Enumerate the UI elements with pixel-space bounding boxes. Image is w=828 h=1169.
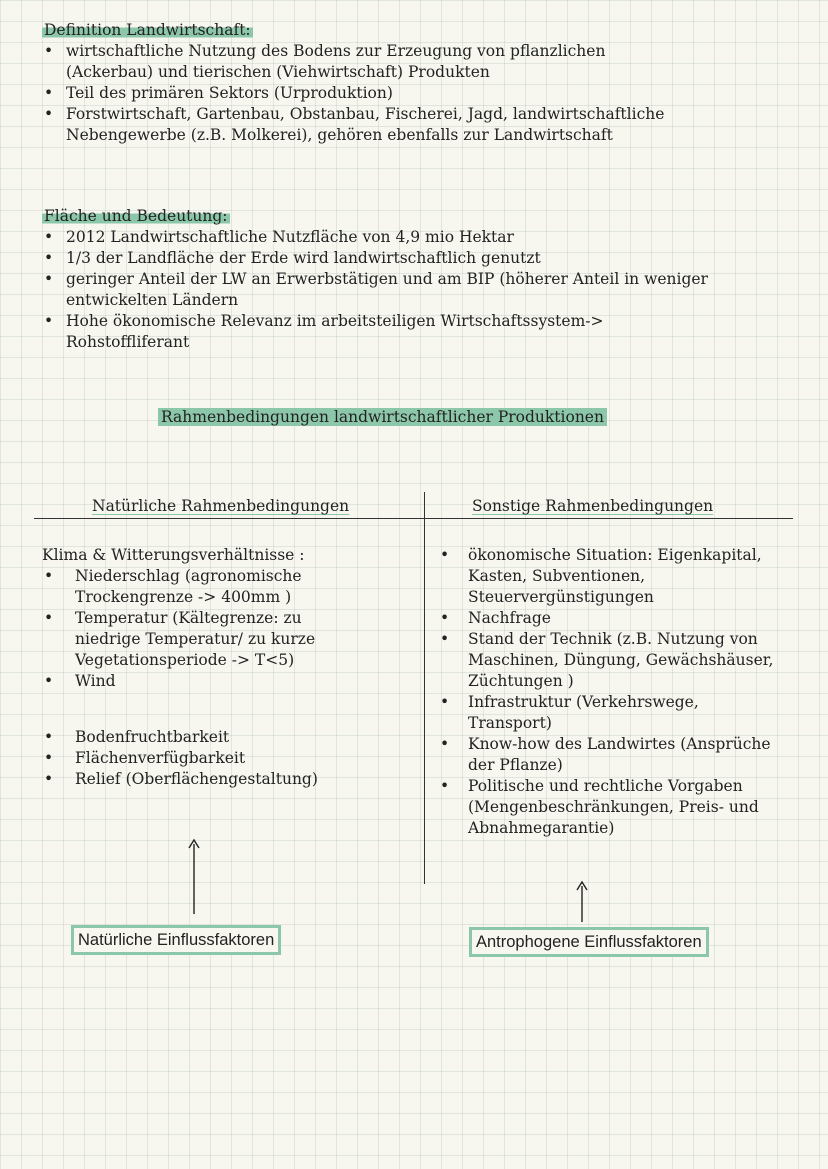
area-heading: Fläche und Bedeutung:	[44, 207, 228, 225]
climate-list	[40, 566, 340, 692]
definition-list	[40, 41, 690, 146]
list-item: • Nachfrage	[436, 608, 776, 629]
up-arrow-icon	[186, 838, 202, 916]
list-item: • ökonomische Situation: Eigenkapital, Kasten, Subventionen, Steuervergünstigungen	[436, 545, 776, 608]
list-item: • Forstwirtschaft, Gartenbau, Obstanbau, Fischerei, Jagd, landwirtschaftliche Nebengewerbe (z.B. Molkerei), gehören ebenfalls zur Landwirtschaft	[40, 104, 690, 146]
table-vertical-divider	[424, 492, 425, 884]
list-item: • Teil des primären Sektors (Urproduktion)	[40, 83, 690, 104]
list-item: • Politische und rechtliche Vorgaben (Mengenbeschränkungen, Preis- und Abnahmegarantie)	[436, 776, 776, 839]
left-column-heading: Natürliche Rahmenbedingungen	[92, 497, 350, 515]
list-item: • Wind	[40, 671, 340, 692]
list-item: • Know-how des Landwirtes (Ansprüche der Pflanze)	[436, 734, 776, 776]
right-column-heading: Sonstige Rahmenbedingungen	[472, 497, 714, 515]
list-item: • Niederschlag (agronomische Trockengrenze -> 400mm )	[40, 566, 340, 608]
list-item: • Hohe ökonomische Relevanz im arbeitsteiligen Wirtschaftssystem-> Rohstoffliferant	[40, 311, 666, 353]
list-item: • Stand der Technik (z.B. Nutzung von Maschinen, Düngung, Gewächshäuser, Züchtungen )	[436, 629, 776, 692]
list-item: • 1/3 der Landfläche der Erde wird landwirtschaftlich genutzt	[40, 248, 785, 269]
up-arrow-icon	[574, 880, 590, 924]
framework-title: Rahmenbedingungen landwirtschaftlicher Produktionen	[158, 407, 607, 428]
list-item: • Flächenverfügbarkeit	[40, 748, 380, 769]
definition-heading: Definition Landwirtschaft:	[44, 21, 251, 39]
climate-intro: Klima & Witterungsverhältnisse :	[42, 546, 305, 564]
natural-factors-box: Natürliche Einflussfaktoren	[71, 925, 281, 955]
list-item: • wirtschaftliche Nutzung des Bodens zur Erzeugung von pflanzlichen (Ackerbau) und tierischen (Viehwirtschaft) Produkten	[40, 41, 690, 83]
anthropogenic-factors-box: Antrophogene Einflussfaktoren	[469, 927, 709, 957]
table-horizontal-divider	[34, 518, 793, 519]
soil-list	[40, 727, 380, 790]
list-item: • 2012 Landwirtschaftliche Nutzfläche von 4,9 mio Hektar	[40, 227, 785, 248]
list-item: • Infrastruktur (Verkehrswege, Transport)	[436, 692, 776, 734]
other-factors-list	[436, 545, 776, 839]
area-list	[40, 227, 785, 353]
list-item: • Temperatur (Kältegrenze: zu niedrige Temperatur/ zu kurze Vegetationsperiode -> T<5)	[40, 608, 340, 671]
list-item: • geringer Anteil der LW an Erwerbstätigen und am BIP (höherer Anteil in weniger entwickelten Ländern	[40, 269, 785, 311]
list-item: • Relief (Oberflächengestaltung)	[40, 769, 380, 790]
list-item: • Bodenfruchtbarkeit	[40, 727, 380, 748]
